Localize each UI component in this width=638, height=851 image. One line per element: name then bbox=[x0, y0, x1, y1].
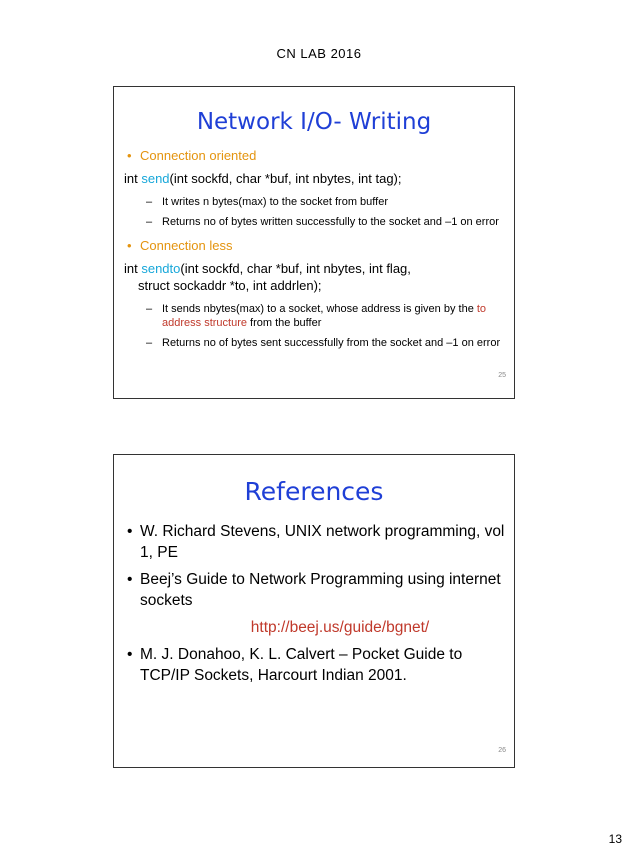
slide-title: References bbox=[244, 477, 384, 506]
slide-references bbox=[113, 454, 515, 768]
page-number: 13 bbox=[608, 832, 622, 846]
code-args-continued: struct sockaddr *to, int addrlen); bbox=[138, 278, 322, 293]
bullet-connection-less: • Connection less bbox=[124, 237, 506, 254]
sub-bullet-writes: – It writes n bytes(max) to the socket from buffer bbox=[124, 195, 506, 209]
sub-bullet-returns-sent: – Returns no of bytes sent successfully from the socket and –1 on error bbox=[124, 336, 506, 350]
reference-stevens: • W. Richard Stevens, UNIX network programming, vol 1, PE bbox=[124, 521, 506, 563]
code-prefix: int bbox=[124, 171, 142, 186]
reference-url: http://beej.us/guide/bgnet/ bbox=[250, 619, 430, 636]
sub-text: from the buffer bbox=[246, 317, 322, 329]
function-name-send: send bbox=[141, 171, 170, 186]
code-sendto-signature bbox=[124, 260, 506, 294]
code-args: (int sockfd, char *buf, int nbytes, int flag, bbox=[180, 261, 411, 276]
bullet-connection-oriented: • Connection oriented bbox=[124, 147, 506, 164]
code-args: (int sockfd, char *buf, int nbytes, int tag); bbox=[169, 171, 402, 186]
page-header: CN LAB 2016 bbox=[276, 46, 362, 61]
slide-number: 26 bbox=[498, 747, 506, 754]
slide-network-io-writing bbox=[113, 86, 515, 399]
slide-title: Network I/O- Writing bbox=[196, 109, 432, 135]
sub-bullet-returns-written: – Returns no of bytes written successfully to the socket and –1 on error bbox=[124, 215, 506, 229]
code-send-signature bbox=[124, 170, 506, 187]
slide-content bbox=[124, 521, 506, 692]
reference-donahoo: • M. J. Donahoo, K. L. Calvert – Pocket Guide to TCP/IP Sockets, Harcourt Indian 2001. bbox=[124, 644, 506, 686]
sub-text: It sends nbytes(max) to a socket, whose address is given by the bbox=[162, 303, 477, 315]
function-name-sendto: sendto bbox=[141, 261, 181, 276]
reference-beej: • Beej’s Guide to Network Programming using internet sockets bbox=[124, 569, 506, 611]
sub-bullet-sends bbox=[124, 302, 506, 330]
code-prefix: int bbox=[124, 261, 142, 276]
highlight-to-address-structure: to address structure bbox=[162, 303, 487, 329]
slide-content bbox=[124, 147, 506, 350]
slide-number: 25 bbox=[498, 372, 506, 379]
